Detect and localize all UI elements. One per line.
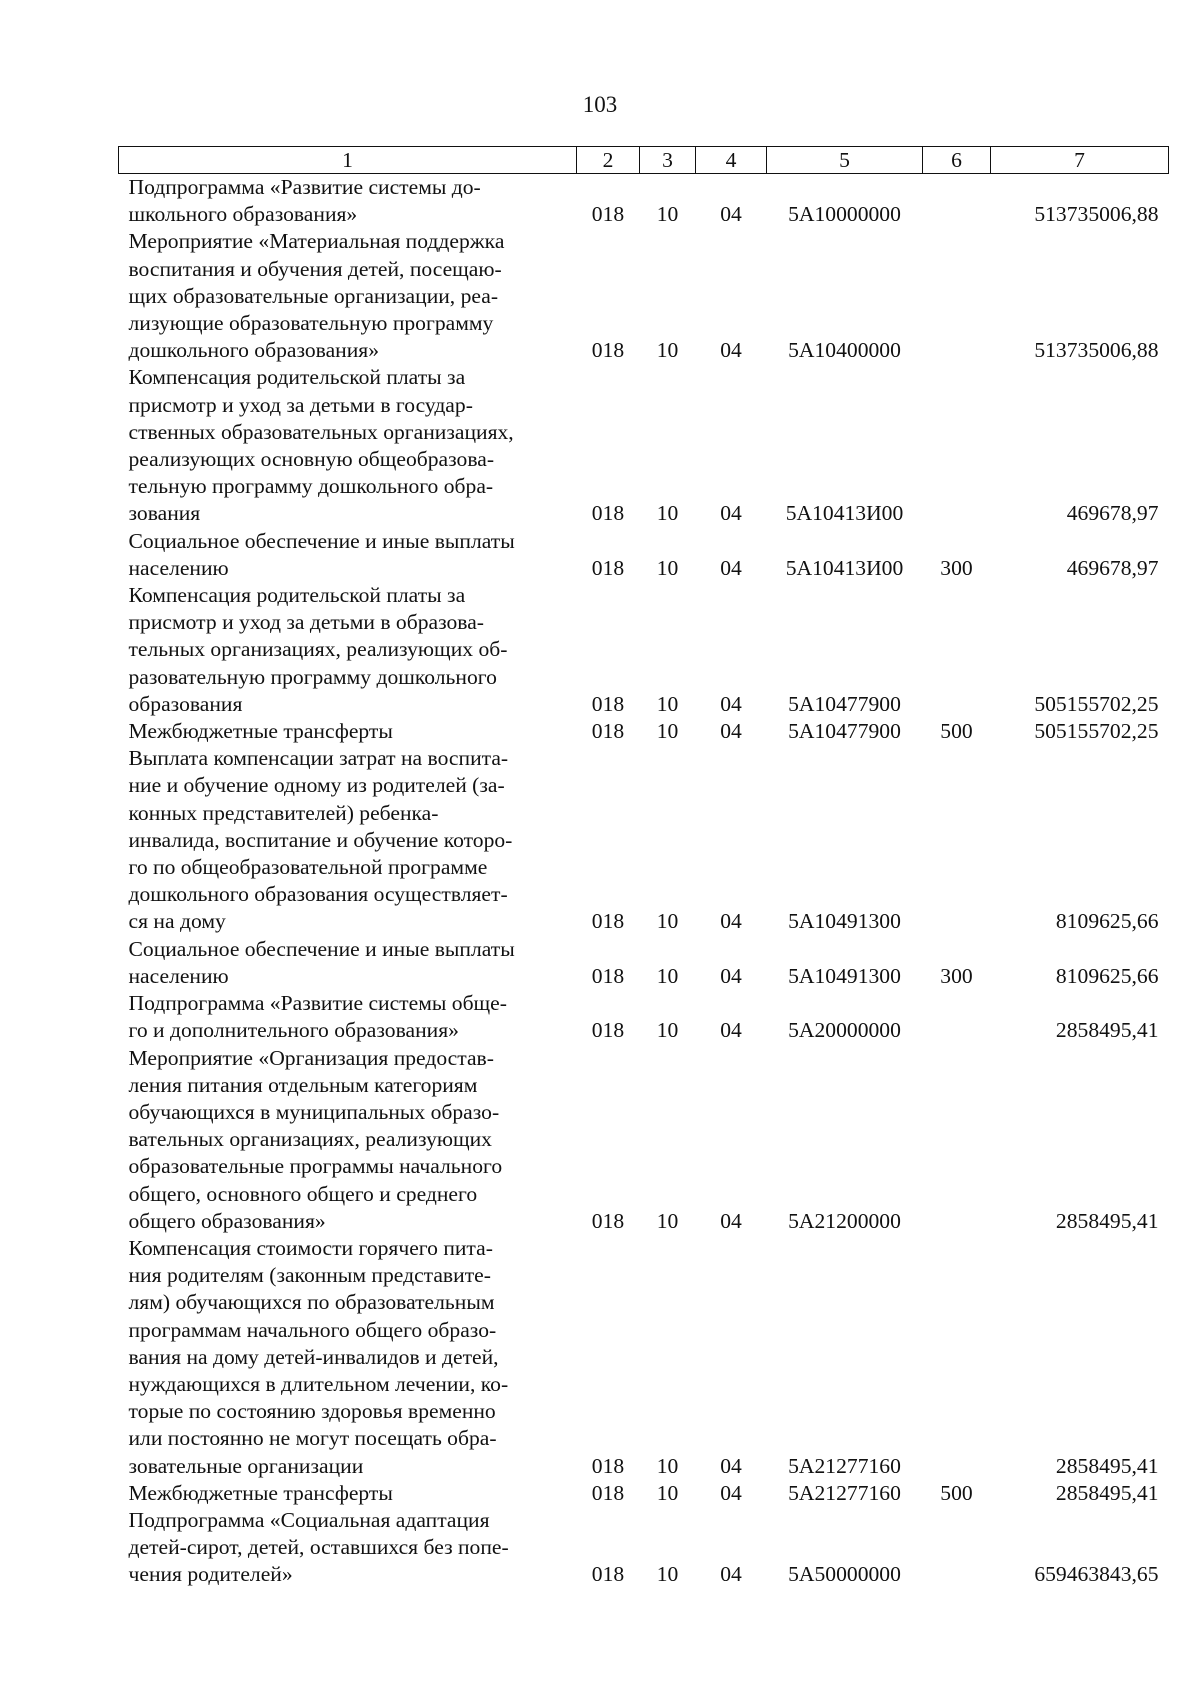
cell-item-name [119,174,577,229]
cell-ministry-code: 018 [591,1562,625,1587]
item-name-line: Мероприятие «Материальная поддержка [128,229,505,254]
table-row [119,1507,1169,1589]
item-name-line: тельную программу дошкольного обра- [128,474,494,499]
table-row [119,718,1169,745]
item-name-line: лизующие образовательную программу [128,311,494,336]
cell-ministry-code: 018 [591,338,625,363]
cell-ministry-code: 018 [591,555,625,580]
cell-amount: 2858495,41 [1055,1208,1159,1233]
cell-section-code: 10 [656,202,679,227]
table-row [119,745,1169,935]
cell-subsection-code: 04 [720,691,742,716]
cell-section-code: 10 [656,1208,679,1233]
cell-section-code: 10 [656,963,679,988]
item-name-line: щих образовательные организации, реа- [128,283,499,308]
cell-target-article: 5А21277160 [788,1453,901,1478]
cell-target-article: 5А10477900 [788,691,901,716]
cell-expense-type [923,745,991,935]
item-name-line: ния родителям (законным представите- [128,1263,491,1288]
table-row [119,1235,1169,1480]
item-name-line: чения родителей» [128,1562,293,1587]
cell-target-article: 5А10491300 [788,963,901,988]
column-header-7: 7 [991,147,1169,174]
cell-section-code: 10 [656,1018,679,1043]
column-header-1: 1 [119,147,577,174]
cell-section-code: 10 [656,691,679,716]
item-name-line: населению [128,963,229,988]
item-name-line: Компенсация родительской платы за [128,365,466,390]
item-name-line: го и дополнительного образования» [128,1018,459,1043]
cell-expense-type: 300 [940,963,973,988]
cell-expense-type: 300 [940,555,973,580]
item-name-line: обучающихся в муниципальных образо- [128,1099,500,1124]
item-name-line: общего образования» [128,1208,326,1233]
cell-subsection-code: 04 [720,909,742,934]
cell-ministry-code: 018 [591,1480,625,1505]
cell-ministry-code: 018 [591,1208,625,1233]
item-name-line: лям) обучающихся по образовательным [128,1290,495,1315]
item-name-line: ся на дому [128,909,226,934]
cell-item-name [119,1235,577,1480]
item-name-line: Подпрограмма «Развитие системы обще- [128,991,507,1016]
cell-item-name [119,745,577,935]
item-name-line: Мероприятие «Организация предостав- [128,1045,494,1070]
cell-amount: 505155702,25 [1034,691,1159,716]
cell-expense-type [923,1507,991,1589]
cell-ministry-code: 018 [591,1018,625,1043]
item-name-line: Межбюджетные трансферты [128,719,393,744]
cell-ministry-code: 018 [591,909,625,934]
item-name-line: школьного образования» [128,202,358,227]
cell-section-code: 10 [656,719,679,744]
item-name-line: вательных организациях, реализующих [128,1127,492,1152]
cell-target-article: 5А10491300 [788,909,901,934]
item-name-line: ние и обучение одному из родителей (за- [128,773,505,798]
cell-amount: 2858495,41 [1055,1453,1159,1478]
cell-item-name [119,1480,577,1507]
cell-target-article: 5А20000000 [788,1018,901,1043]
cell-amount: 469678,97 [1066,555,1159,580]
cell-amount: 8109625,66 [1055,963,1159,988]
column-header-3: 3 [640,147,696,174]
item-name-line: детей-сирот, детей, оставшихся без попе- [128,1535,509,1560]
item-name-line: нуждающихся в длительном лечении, ко- [128,1371,509,1396]
cell-target-article: 5А10400000 [788,338,901,363]
cell-item-name [119,990,577,1044]
item-name-line: Компенсация стоимости горячего пита- [128,1235,493,1260]
cell-expense-type [923,364,991,527]
cell-expense-type [923,1045,991,1235]
cell-amount: 2858495,41 [1055,1018,1159,1043]
budget-table [118,146,1169,1589]
cell-section-code: 10 [656,501,679,526]
cell-amount: 505155702,25 [1034,719,1159,744]
item-name-line: Выплата компенсации затрат на воспита- [128,746,509,771]
cell-subsection-code: 04 [720,1208,742,1233]
cell-subsection-code: 04 [720,1562,742,1587]
cell-section-code: 10 [656,555,679,580]
item-name-line: Компенсация родительской платы за [128,583,466,608]
cell-subsection-code: 04 [720,1480,742,1505]
cell-expense-type [923,228,991,364]
item-name-line: образовательные программы начального [128,1154,503,1179]
cell-target-article: 5А50000000 [788,1562,901,1587]
column-header-4: 4 [696,147,767,174]
cell-item-name [119,228,577,364]
item-name-line: реализующих основную общеобразова- [128,447,495,472]
item-name-line: конных представителей) ребенка- [128,800,439,825]
item-name-line: Межбюджетные трансферты [128,1480,393,1505]
item-name-line: го по общеобразовательной программе [128,855,488,880]
item-name-line: ления питания отдельным категориям [128,1072,478,1097]
cell-subsection-code: 04 [720,1453,742,1478]
item-name-line: населению [128,555,229,580]
item-name-line: торые по состоянию здоровья временно [128,1399,496,1424]
table-row [119,990,1169,1044]
table-row [119,528,1169,582]
cell-subsection-code: 04 [720,719,742,744]
cell-ministry-code: 018 [591,719,625,744]
cell-target-article: 5А10413И00 [785,501,904,526]
cell-ministry-code: 018 [591,202,625,227]
cell-target-article: 5А21200000 [788,1208,901,1233]
item-name-line: общего, основного общего и среднего [128,1181,478,1206]
table-row [119,936,1169,990]
cell-subsection-code: 04 [720,1018,742,1043]
cell-section-code: 10 [656,909,679,934]
item-name-line: дошкольного образования» [128,338,380,363]
item-name-line: вания на дому детей-инвалидов и детей, [128,1344,499,1369]
cell-amount: 513735006,88 [1034,202,1159,227]
column-header-2: 2 [577,147,640,174]
item-name-line: Социальное обеспечение и иные выплаты [128,528,515,553]
item-name-line: разовательную программу дошкольного [128,664,497,689]
cell-item-name [119,1507,577,1589]
page-number: 103 [582,92,618,117]
cell-item-name [119,364,577,527]
cell-item-name [119,1045,577,1235]
cell-expense-type: 500 [940,719,973,744]
cell-amount: 469678,97 [1066,501,1159,526]
cell-expense-type [923,582,991,718]
table-row [119,174,1169,229]
cell-item-name [119,718,577,745]
cell-amount: 2858495,41 [1055,1480,1159,1505]
item-name-line: воспитания и обучения детей, посещаю- [128,256,502,281]
cell-section-code: 10 [656,338,679,363]
table-body [119,174,1169,1589]
cell-ministry-code: 018 [591,691,625,716]
item-name-line: дошкольного образования осуществляет- [128,882,508,907]
cell-section-code: 10 [656,1453,679,1478]
item-name-line: Подпрограмма «Социальная адаптация [128,1507,490,1532]
table-row [119,1045,1169,1235]
table-header-row [119,147,1169,174]
cell-target-article: 5А21277160 [788,1480,901,1505]
item-name-line: инвалида, воспитание и обучение которо- [128,827,513,852]
cell-expense-type [923,1235,991,1480]
item-name-line: присмотр и уход за детьми в государ- [128,392,473,417]
item-name-line: Подпрограмма «Развитие системы до- [128,175,481,199]
cell-item-name [119,936,577,990]
cell-amount: 659463843,65 [1034,1562,1159,1587]
item-name-line: или постоянно не могут посещать обра- [128,1426,497,1451]
item-name-line: Социальное обеспечение и иные выплаты [128,936,515,961]
cell-amount: 513735006,88 [1034,338,1159,363]
cell-target-article: 5А10477900 [788,719,901,744]
table-row [119,228,1169,364]
item-name-line: образования [128,691,243,716]
cell-expense-type [923,990,991,1044]
item-name-line: зовательные организации [128,1453,364,1478]
cell-ministry-code: 018 [591,963,625,988]
cell-subsection-code: 04 [720,202,742,227]
cell-ministry-code: 018 [591,501,625,526]
item-name-line: присмотр и уход за детьми в образова- [128,610,484,635]
column-header-5: 5 [767,147,923,174]
cell-ministry-code: 018 [591,1453,625,1478]
table-row [119,582,1169,718]
item-name-line: программам начального общего образо- [128,1317,497,1342]
item-name-line: зования [128,501,201,526]
cell-target-article: 5А10413И00 [785,555,904,580]
item-name-line: ственных образовательных организациях, [128,419,514,444]
table-row [119,364,1169,527]
table-row [119,1480,1169,1507]
cell-amount: 8109625,66 [1055,909,1159,934]
item-name-line: тельных организациях, реализующих об- [128,637,508,662]
cell-subsection-code: 04 [720,963,742,988]
cell-section-code: 10 [656,1480,679,1505]
column-header-6: 6 [923,147,991,174]
cell-subsection-code: 04 [720,338,742,363]
cell-section-code: 10 [656,1562,679,1587]
cell-subsection-code: 04 [720,501,742,526]
cell-item-name [119,582,577,718]
cell-expense-type [923,174,991,229]
cell-expense-type: 500 [940,1480,973,1505]
cell-item-name [119,528,577,582]
cell-target-article: 5А10000000 [788,202,901,227]
cell-subsection-code: 04 [720,555,742,580]
